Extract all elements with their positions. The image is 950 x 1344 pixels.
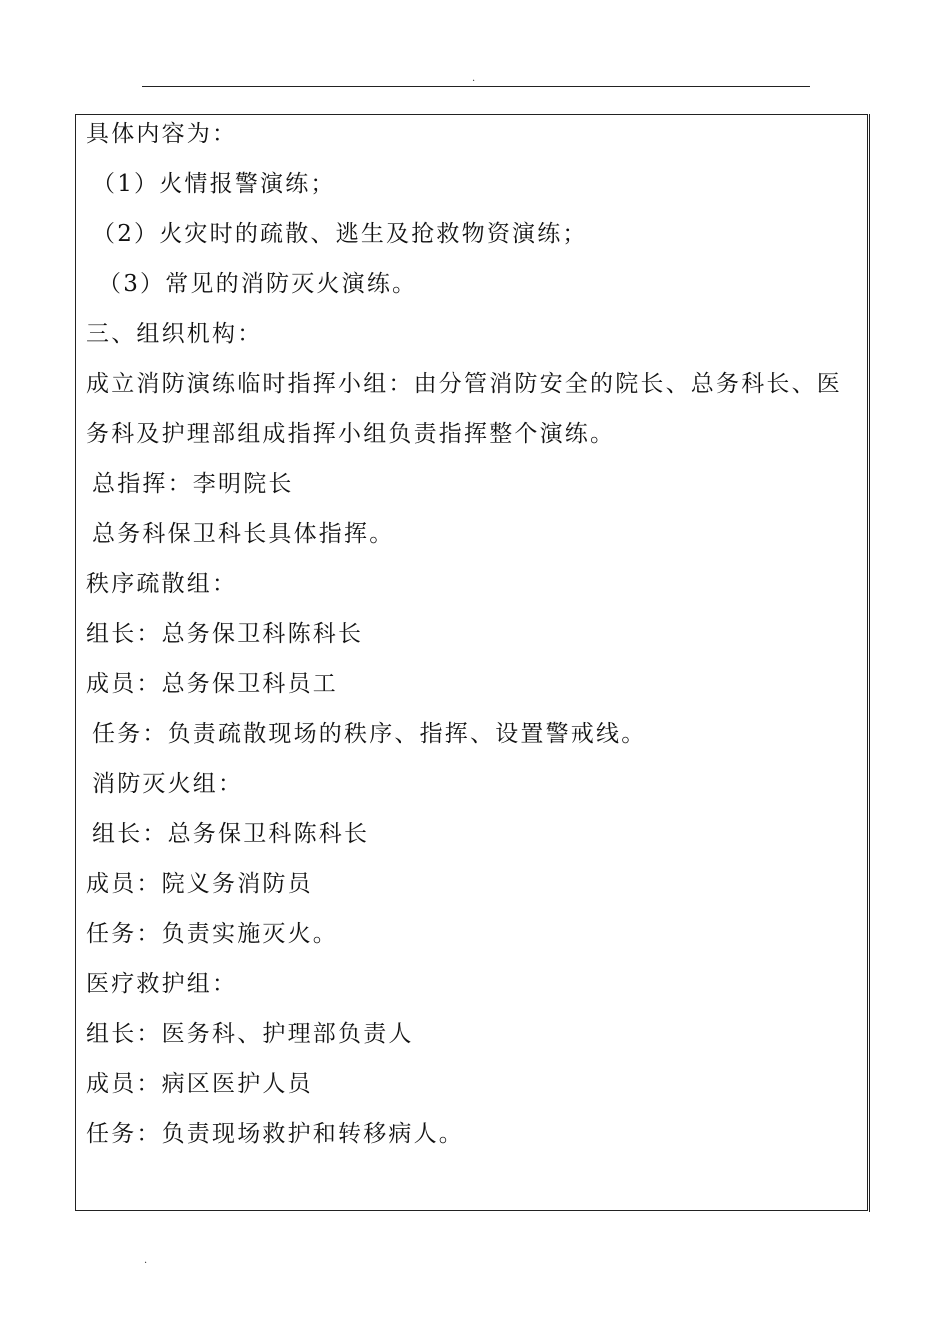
group-heading-firefighting: 消防灭火组：	[92, 771, 244, 797]
content-intro: 具体内容为：	[86, 121, 238, 147]
firefighting-leader: 组长：总务保卫科陈科长	[92, 821, 370, 847]
group-heading-evacuation: 秩序疏散组：	[86, 571, 238, 597]
firefighting-members: 成员：院义务消防员	[86, 871, 313, 897]
group-heading-medical: 医疗救护组：	[86, 971, 238, 997]
evacuation-leader: 组长：总务保卫科陈科长	[86, 621, 364, 647]
footer-mark: .	[144, 1255, 148, 1266]
list-item-extinguishing-drill: （3）常见的消防灭火演练。	[98, 271, 418, 297]
paragraph-command-group-line2: 务科及护理部组成指挥小组负责指挥整个演练。	[86, 421, 616, 447]
section-heading-organization: 三、组织机构：	[86, 321, 263, 347]
medical-task: 任务：负责现场救护和转移病人。	[86, 1121, 464, 1147]
paragraph-command-group-line1: 成立消防演练临时指挥小组：由分管消防安全的院长、总务科长、医	[86, 371, 842, 397]
commander-line: 总指挥：李明院长	[92, 471, 294, 497]
medical-leader: 组长：医务科、护理部负责人	[86, 1021, 414, 1047]
deputy-commander-line: 总务科保卫科长具体指挥。	[92, 521, 395, 547]
list-item-fire-alarm-drill: （1）火情报警演练；	[92, 171, 336, 197]
list-item-evacuation-drill: （2）火灾时的疏散、逃生及抢救物资演练；	[92, 221, 588, 247]
firefighting-task: 任务：负责实施灭火。	[86, 921, 338, 947]
evacuation-members: 成员：总务保卫科员工	[86, 671, 338, 697]
evacuation-task: 任务：负责疏散现场的秩序、指挥、设置警戒线。	[92, 721, 647, 747]
header-mark: .	[472, 73, 476, 84]
document-body	[86, 112, 856, 1162]
medical-members: 成员：病区医护人员	[86, 1071, 313, 1097]
header-rule	[142, 86, 810, 87]
content-box-double-border	[869, 114, 870, 1212]
